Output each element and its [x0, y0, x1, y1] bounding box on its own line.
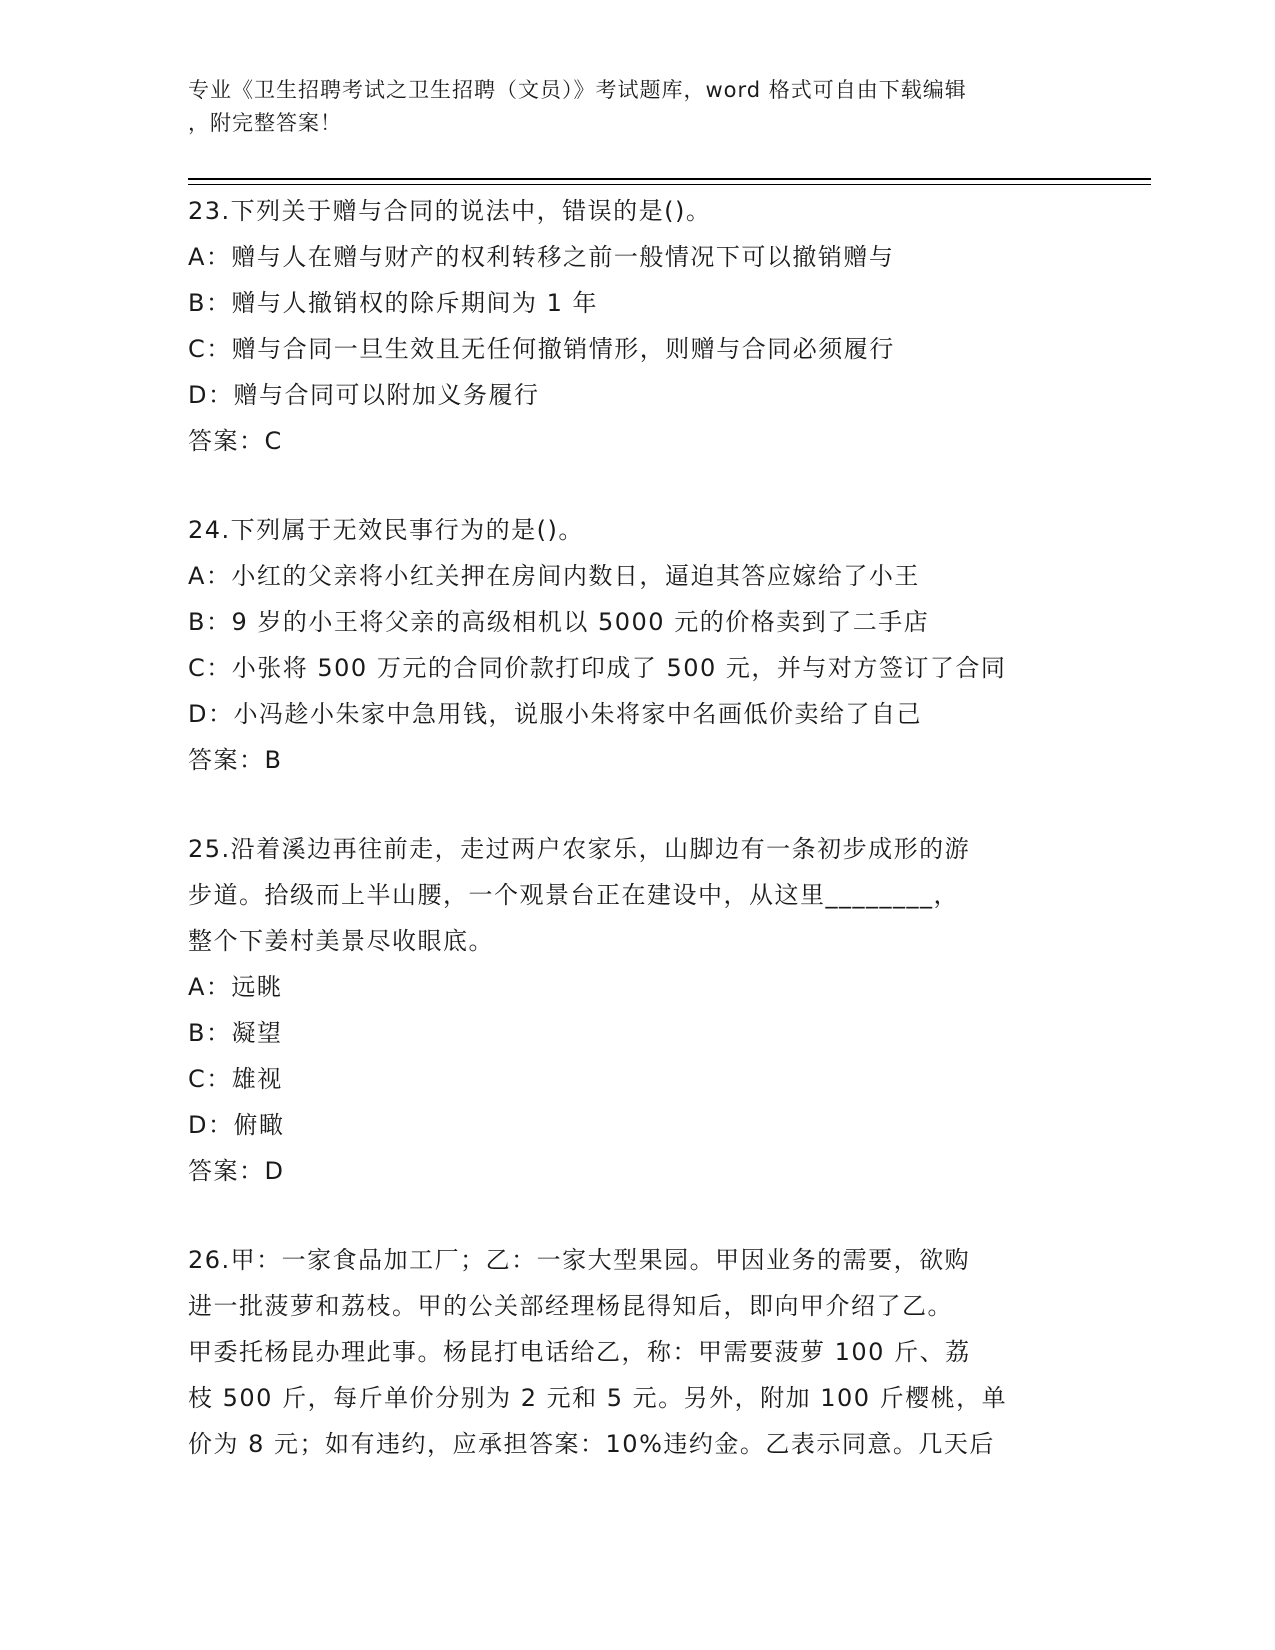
option-d: D：俯瞰 — [188, 1111, 285, 1139]
question-stem-line-2: 进一批菠萝和荔枝。甲的公关部经理杨昆得知后，即向甲介绍了乙。 — [188, 1292, 953, 1320]
question-stem-line-2: 步道。拾级而上半山腰，一个观景台正在建设中，从这里________， — [188, 881, 959, 909]
answer: 答案：C — [188, 427, 283, 455]
option-b: B：9 岁的小王将父亲的高级相机以 5000 元的价格卖到了二手店 — [188, 608, 930, 636]
question-stem-line-3: 整个下姜村美景尽收眼底。 — [188, 927, 494, 955]
answer: 答案：D — [188, 1157, 285, 1185]
question-stem: 24.下列属于无效民事行为的是()。 — [188, 516, 584, 544]
option-d: D：小冯趁小朱家中急用钱，说服小朱将家中名画低价卖给了自己 — [188, 700, 922, 728]
answer: 答案：B — [188, 746, 283, 774]
option-b: B：赠与人撤销权的除斥期间为 1 年 — [188, 289, 598, 317]
header-line-1: 专业《卫生招聘考试之卫生招聘（文员）》考试题库，word 格式可自由下载编辑 — [188, 78, 967, 102]
document-header — [188, 74, 1068, 140]
option-c: C：小张将 500 万元的合同价款打印成了 500 元，并与对方签订了合同 — [188, 654, 1007, 682]
option-d: D：赠与合同可以附加义务履行 — [188, 381, 540, 409]
option-b: B：凝望 — [188, 1019, 283, 1047]
question-stem-line-3: 甲委托杨昆办理此事。杨昆打电话给乙，称：甲需要菠萝 100 斤、荔 — [188, 1338, 971, 1366]
header-rule-thick — [188, 178, 1151, 180]
question-spacer — [188, 1194, 1088, 1237]
question-stem-line-1: 26.甲：一家食品加工厂；乙：一家大型果园。甲因业务的需要，欲购 — [188, 1246, 971, 1274]
option-a: A：赠与人在赠与财产的权利转移之前一般情况下可以撤销赠与 — [188, 243, 895, 271]
question-24 — [188, 507, 1088, 783]
option-a: A：远眺 — [188, 973, 283, 1001]
question-stem-line-1: 25.沿着溪边再往前走，走过两户农家乐，山脚边有一条初步成形的游 — [188, 835, 971, 863]
question-stem-line-5: 价为 8 元；如有违约，应承担答案：10%违约金。乙表示同意。几天后 — [188, 1430, 995, 1458]
question-list — [188, 188, 1088, 1467]
option-a: A：小红的父亲将小红关押在房间内数日，逼迫其答应嫁给了小王 — [188, 562, 920, 590]
header-line-2: ，附完整答案！ — [188, 111, 342, 135]
question-23 — [188, 188, 1088, 464]
question-spacer — [188, 783, 1088, 826]
question-25 — [188, 826, 1088, 1194]
option-c: C：雄视 — [188, 1065, 283, 1093]
question-stem-line-4: 枝 500 斤，每斤单价分别为 2 元和 5 元。另外，附加 100 斤樱桃，单 — [188, 1384, 1008, 1412]
question-spacer — [188, 464, 1088, 507]
header-rule-thin — [188, 184, 1151, 185]
question-26 — [188, 1237, 1088, 1467]
question-stem: 23.下列关于赠与合同的说法中，错误的是()。 — [188, 197, 712, 225]
option-c: C：赠与合同一旦生效且无任何撤销情形，则赠与合同必须履行 — [188, 335, 895, 363]
